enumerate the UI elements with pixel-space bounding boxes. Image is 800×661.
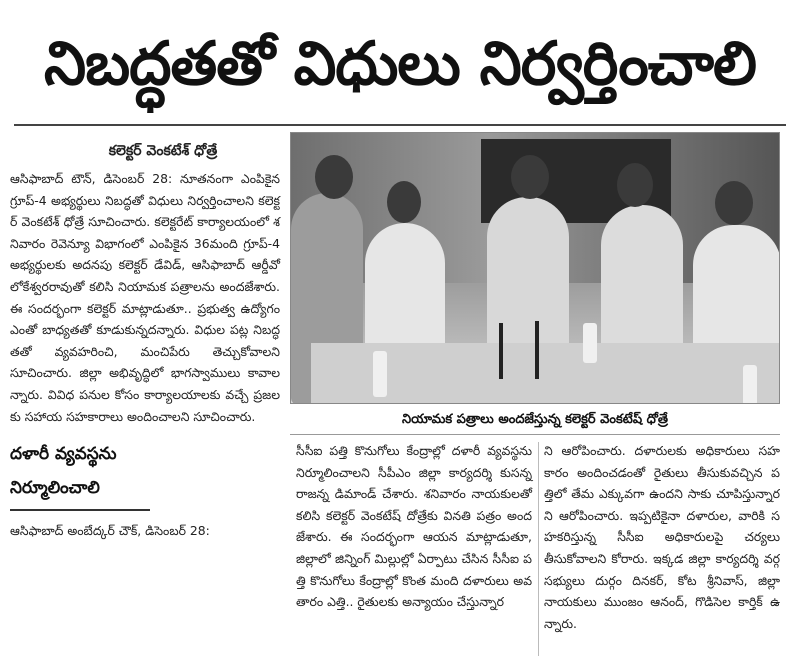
subhead-underline — [10, 509, 150, 511]
caption-divider — [290, 434, 780, 435]
photo-microphone — [499, 323, 503, 379]
photo-person-head — [715, 181, 753, 225]
headline-divider — [14, 124, 786, 126]
photo-person — [365, 223, 445, 363]
photo-person — [601, 205, 683, 365]
article-body-col2: సీసీఐ పత్తి కొనుగోలు కేంద్రాల్లో దళారీ వ్యవస్థను నిర్మూలించాలని సీపీఎం జిల్లా కార్యదర్శి కుసన్న రాజన్న డిమాండ్ చేశారు. శనివారం నాయకులతో కలిసి కలెక్టర్ వెంకటేష్ దోత్రేకు వినతి పత్రం అందజేశారు. ఈ సందర్భంగా ఆయన మాట్లాడుతూ, జిల్లాలో జిన్నింగ్ మిల్లుల్లో ఏర్పాటు చేసిన సీసీఐ పత్తి కొనుగోలు కేంద్రాల్లో కొంత మంది దళారులు అవతారం ఎత్తి.. రైతులకు అన్యాయం చేస్తున్నార — [296, 443, 532, 610]
photo-bottle — [373, 351, 387, 397]
article-body-col1: ఆసిఫాబాద్ టౌన్, డిసెంబర్ 28: నూతనంగా ఎంపికైన గ్రూప్-4 అభ్యర్థులు నిబద్ధతో విధులు నిర్వర్తించాలని కలెక్టర్ వెంకటేశ్ ధోత్రే సూచించారు. కలెక్టరేట్ కార్యాలయంలో శనివారం రెవెన్యూ విభాగంలో ఎంపికైన 36మంది గ్రూప్-4 అభ్యర్థులకు అదనపు కలెక్టర్ డేవిడ్, ఆసిఫాబాద్ ఆర్డీవో లోకేశ్వరరావుతో కలిసి నియామక పత్రాలను అందజేశారు. ఈ సందర్భంగా కలెక్టర్ మాట్లాడుతూ.. ప్రభుత్వ ఉద్యోగం ఎంతో బాధ్యతతో కూడుకున్నదన్నారు. విధుల పట్ల నిబద్ధతతో వ్యవహరించి, మంచిపేరు తెచ్చుకోవాలని సూచించారు. జిల్లా అభివృద్ధిలో భాగస్వాములు కావాలన్నారు. వివిధ పనుల కోసం కార్యాలయాలకు వచ్చే ప్రజలకు సహాయ సహకారాలు అందించాలని సూచించారు. — [10, 171, 280, 424]
byline: కలెక్టర్ వెంకటేశ్ ధోత్రే — [108, 143, 218, 159]
headline: నిబద్ధతతో విధులు నిర్వర్తించాలి — [44, 29, 756, 99]
column-divider — [538, 442, 539, 656]
article-column-1 — [10, 168, 280, 541]
article-column-3 — [544, 440, 780, 634]
subhead-line-1: దళారీ వ్యవస్థను — [10, 444, 117, 465]
photo-microphone — [535, 321, 539, 379]
photo-person-head — [387, 181, 421, 223]
subhead-block — [10, 437, 280, 511]
subhead-dateline: ఆసిఫాబాద్ అంబేద్కర్ చౌక్, డిసెంబర్ 28: — [10, 522, 210, 538]
photo-person-head — [617, 163, 653, 207]
photo-bottle — [743, 365, 757, 404]
photo-person-head — [315, 155, 353, 199]
article-body-col3: ని ఆరోపించారు. దళారులకు అధికారులు సహకారం అందించడంతో రైతులు తీసుకువచ్చిన పత్తిలో తేమ ఎక్కువగా ఉందని సాకు చూపిస్తున్నారని ఆరోపించారు. ఇప్పటికైనా దళారుల, వారికి సహకరిస్తున్న సీసీఐ అధికారులపై చర్యలు తీసుకోవాలని కోరారు. ఇక్కడ జిల్లా కార్యదర్శి వర్గ సభ్యులు దుర్గం దినకర్, కోట శ్రీనివాస్, జిల్లా నాయకులు ముంజం ఆనంద్, గొడిసెల కార్తిక్ ఉన్నారు. — [544, 443, 780, 631]
photo-bottle — [583, 323, 597, 363]
subhead-line-2: నిర్మూలించాలి — [10, 478, 100, 499]
news-photo — [290, 132, 780, 404]
photo-person-head — [511, 155, 549, 199]
photo-caption: నియామక పత్రాలు అందజేస్తున్న కలెక్టర్ వెంకటేష్ ధోత్రే — [401, 412, 669, 427]
article-column-2 — [296, 440, 532, 613]
